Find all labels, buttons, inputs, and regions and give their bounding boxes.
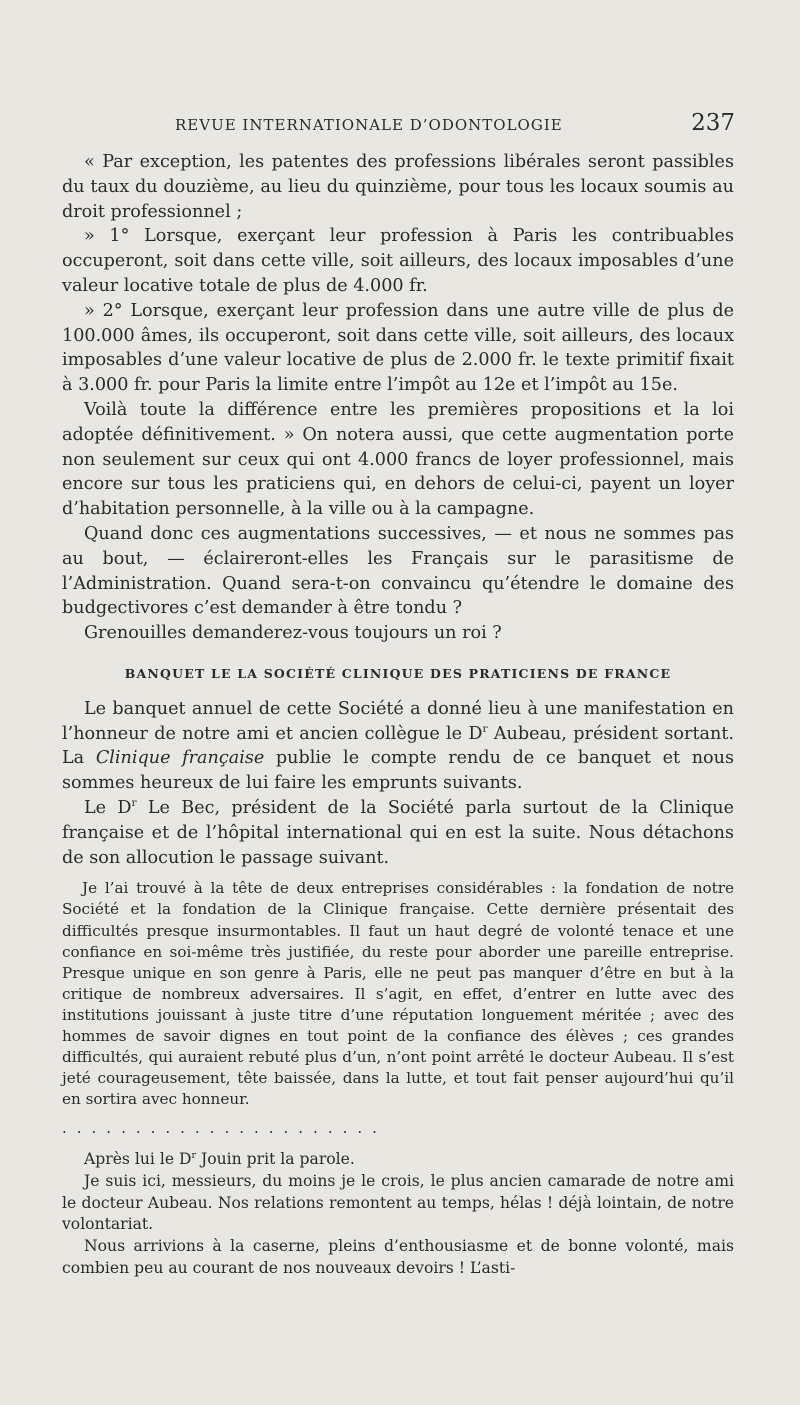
paragraph: Je suis ici, messieurs, du moins je le crois, le plus ancien camarade de notre ami le docteur Aubeau. Nos relations remontent au temps, hélas ! déjà lointain, de notre volontariat. [62,1171,734,1234]
speech-continuation [62,1149,734,1279]
paragraph: » 1° Lorsque, exerçant leur profession à Paris les contribuables occuperont, soit dans cette ville, soit ailleurs, des locaux imposables d’une valeur locative totale de plus de 4.000 fr. [62,226,734,296]
page-number: 237 [691,110,735,136]
paragraph: Grenouilles demanderez-vous toujours un roi ? [84,623,502,644]
running-header [60,112,735,142]
paragraph: « Par exception, les patentes des professions libérales seront passibles du taux du douzième, au lieu du quinzième, pour tous les locaux soumis au droit professionnel ; [62,152,734,222]
paragraph: Après lui le $D^r$ Jouin prit la parole. [84,1149,355,1169]
section-title: BANQUET LE LA SOCIÉTÉ CLINIQUE DES PRATICIENS DE FRANCE [124,665,672,681]
paragraph: Quand donc ces augmentations successives, — et nous ne sommes pas au bout, — éclaireront-elles les Français sur le parasitisme de l’Administration. Quand sera-t-on convaincu qu’étendre le domaine des budgectivores c’est demander à être tondu ? [62,523,734,619]
ellipsis-divider: ...................... [62,1119,387,1138]
paragraph: Le banquet annuel de cette Société a donné lieu à une manifestation en l’honneur de notre ami et ancien collègue le $D^r$ Aubeau, président sortant. La Clinique française publie le compte rendu de ce banquet et nous sommes heureux de lui faire les emprunts suivants. [62,698,734,794]
quoted-speech [62,878,734,1110]
paragraph: Nous arrivions à la caserne, pleins d’enthousiasme et de bonne volonté, mais combien peu au courant de nos nouveaux devoirs ! L’asti- [62,1236,734,1277]
quote-paragraph: Je l’ai trouvé à la tête de deux entreprises considérables : la fondation de notre Société et la fondation de la Clinique française. Cette dernière présentait des difficultés presque insurmontables. Il faut un haut degré de volonté tenace et une confiance en soi-même très justifiée, du reste pour aborder une pareille entreprise. Presque unique en son genre à Paris, elle ne peut pas manquer d’être en but à la critique de nombreux adversaires. Il s’agit, en effet, d’entrer en lutte avec des institutions jouissant à juste titre d’une réputation longuement méritée ; avec des hommes de savoir dignes en tout point de la confiance des élèves ; ces grandes difficultés, qui auraient rebuté plus d’un, n’ont point arrêté le docteur Aubeau. Il s’est jeté courageusement, tête baissée, dans la lutte, et tout fait penser aujourd’hui qu’il en sortira avec honneur. [62,879,734,1109]
page-body [62,150,734,1279]
journal-title: REVUE INTERNATIONALE D’ODONTOLOGIE [175,116,563,134]
paragraph: Le $D^r$ Le Bec, président de la Société parla surtout de la Clinique française et de l’hôpital international qui en est la suite. Nous détachons de son allocution le passage suivant. [62,797,735,868]
paragraph: » 2° Lorsque, exerçant leur profession dans une autre ville de plus de 100.000 âmes, ils occuperont, soit dans cette ville, soit ailleurs, des locaux imposables d’une valeur locative de plus de 2.000 fr. le texte primitif fixait à 3.000 fr. pour Paris la limite entre l’impôt au 12e et l’impôt au 15e. [62,300,734,396]
paragraph: Voilà toute la différence entre les premières propositions et la loi adoptée définitivement. » On notera aussi, que cette augmentation porte non seulement sur ceux qui ont 4.000 francs de loyer professionnel, mais encore sur tous les praticiens qui, en dehors de celui-ci, payent un loyer d’habitation personnelle, à la ville ou à la campagne. [62,399,734,520]
